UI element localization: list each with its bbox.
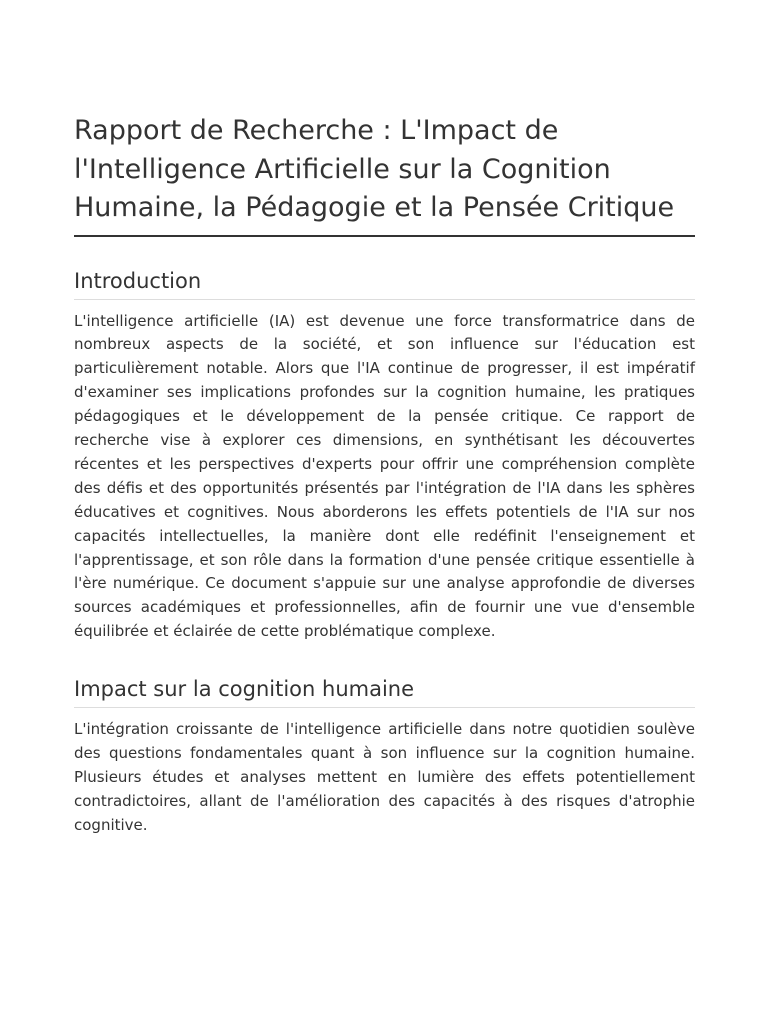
section-heading-introduction: Introduction xyxy=(74,266,695,300)
introduction-paragraph: L'intelligence artificielle (IA) est devenue une force transformatrice dans de nombreux aspects de la société, et son influence sur l'éducation est particulièrement notable. Alors que l'IA continue de progresser, il est impératif d'examiner ses implications profondes sur la cognition humaine, les pratiques pédagogiques et le développement de la pensée critique. Ce rapport de recherche vise à explorer ces dimensions, en synthétisant les découvertes récentes et les perspectives d'experts pour offrir une compréhension complète des défis et des opportunités présentés par l'intégration de l'IA dans les sphères éducatives et cognitives. Nous aborderons les effets potentiels de l'IA sur nos capacités intellectuelles, la manière dont elle redéfinit l'enseignement et l'apprentissage, et son rôle dans la formation d'une pensée critique essentielle à l'ère numérique. Ce document s'appuie sur une analyse approfondie de diverses sources académiques et professionnelles, afin de fournir une vue d'ensemble équilibrée et éclairée de cette problématique complexe. xyxy=(74,311,695,641)
cognition-paragraph: L'intégration croissante de l'intelligence artificielle dans notre quotidien soulève des questions fondamentales quant à son influence sur la cognition humaine. Plusieurs études et analyses mettent en lumière des effets potentiellement contradictoires, allant de l'amélioration des capacités à des risques d'atrophie cognitive. xyxy=(74,720,695,834)
section-introduction xyxy=(74,266,695,645)
section-cognition xyxy=(74,674,695,838)
document-title: Rapport de Recherche : L'Impact de l'Intelligence Artificielle sur la Cognition Humaine, la Pédagogie et la Pensée Critique xyxy=(74,112,695,237)
section-heading-cognition: Impact sur la cognition humaine xyxy=(74,674,695,708)
document-page xyxy=(74,112,695,838)
